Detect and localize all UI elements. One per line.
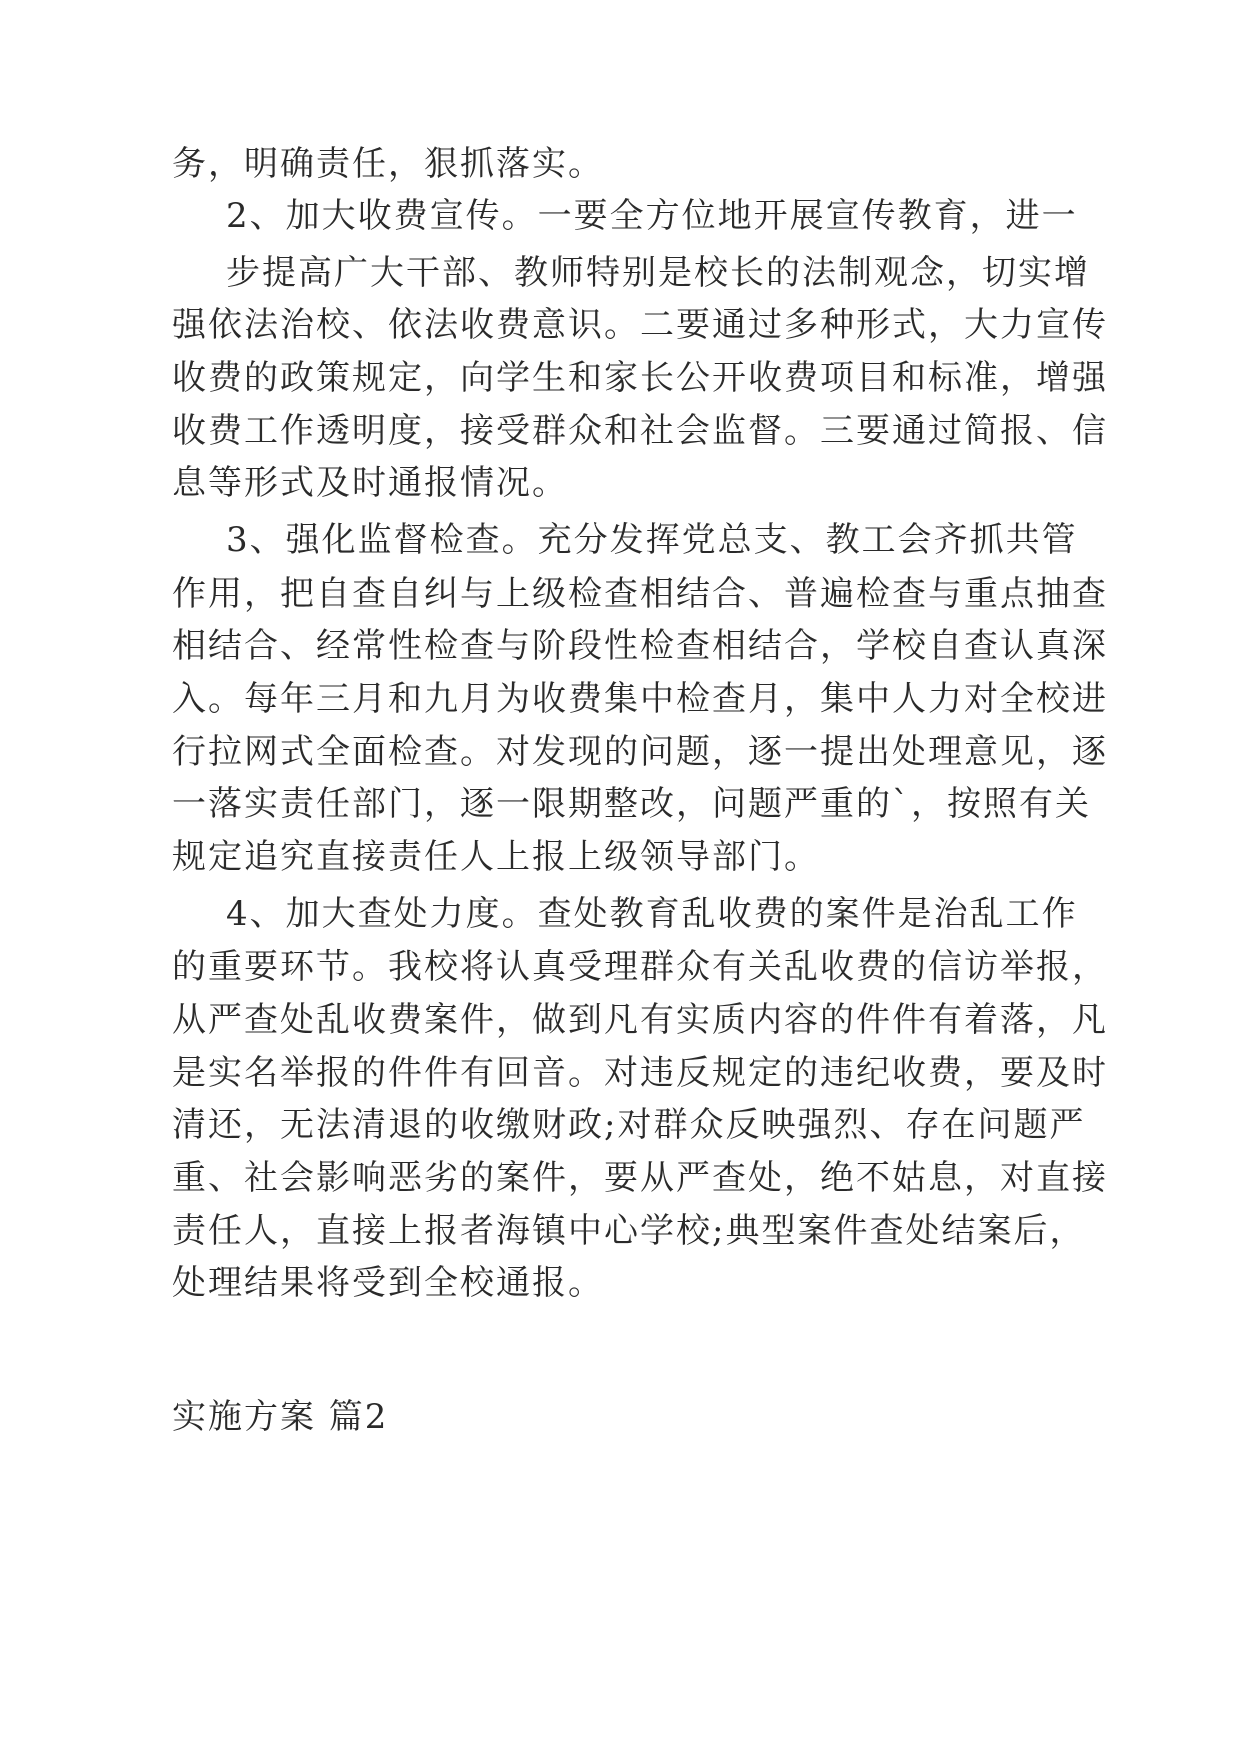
text-line: 入。每年三月和九月为收费集中检查月，集中人力对全校进: [172, 679, 1108, 719]
text-line: 强依法治校、依法收费意识。二要通过多种形式，大力宣传: [172, 305, 1108, 345]
paragraph-3-first-line: 3、强化监督检查。充分发挥党总支、教工会齐抓共管: [226, 520, 1078, 560]
text-line: 步提高广大干部、教师特别是校长的法制观念，切实增: [226, 253, 1090, 293]
text-line: 作用，把自查自纠与上级检查相结合、普遍检查与重点抽查: [172, 574, 1108, 614]
text-line: 收费工作透明度，接受群众和社会监督。三要通过简报、信: [172, 411, 1108, 451]
text-line: 务，明确责任，狠抓落实。: [172, 144, 604, 184]
text-line: 相结合、经常性检查与阶段性检查相结合，学校自查认真深: [172, 626, 1108, 666]
text-line: 是实名举报的件件有回音。对违反规定的违纪收费，要及时: [172, 1053, 1108, 1093]
text-line: 一落实责任部门，逐一限期整改，问题严重的`，按照有关: [172, 784, 1091, 824]
text-line: 重、社会影响恶劣的案件，要从严查处，绝不姑息，对直接: [172, 1158, 1108, 1198]
text-line: 清还，无法清退的收缴财政;对群众反映强烈、存在问题严: [172, 1105, 1086, 1145]
text-line: 行拉网式全面检查。对发现的问题，逐一提出处理意见，逐: [172, 732, 1108, 772]
text-line: 收费的政策规定，向学生和家长公开收费项目和标准，增强: [172, 358, 1108, 398]
paragraph-4-first-line: 4、加大查处力度。查处教育乱收费的案件是治乱工作: [226, 894, 1078, 934]
text-line: 规定追究直接责任人上报上级领导部门。: [172, 837, 820, 877]
text-line: 责任人，直接上报者海镇中心学校;典型案件查处结案后，: [172, 1211, 1086, 1251]
text-line: 处理结果将受到全校通报。: [172, 1263, 604, 1303]
text-line: 息等形式及时通报情况。: [172, 463, 568, 503]
paragraph-2-first-line: 2、加大收费宣传。一要全方位地开展宣传教育，进一: [226, 196, 1078, 236]
text-line: 的重要环节。我校将认真受理群众有关乱收费的信访举报，: [172, 947, 1108, 987]
section-heading: 实施方案 篇2: [172, 1397, 389, 1437]
text-line: 从严查处乱收费案件，做到凡有实质内容的件件有着落，凡: [172, 1000, 1108, 1040]
